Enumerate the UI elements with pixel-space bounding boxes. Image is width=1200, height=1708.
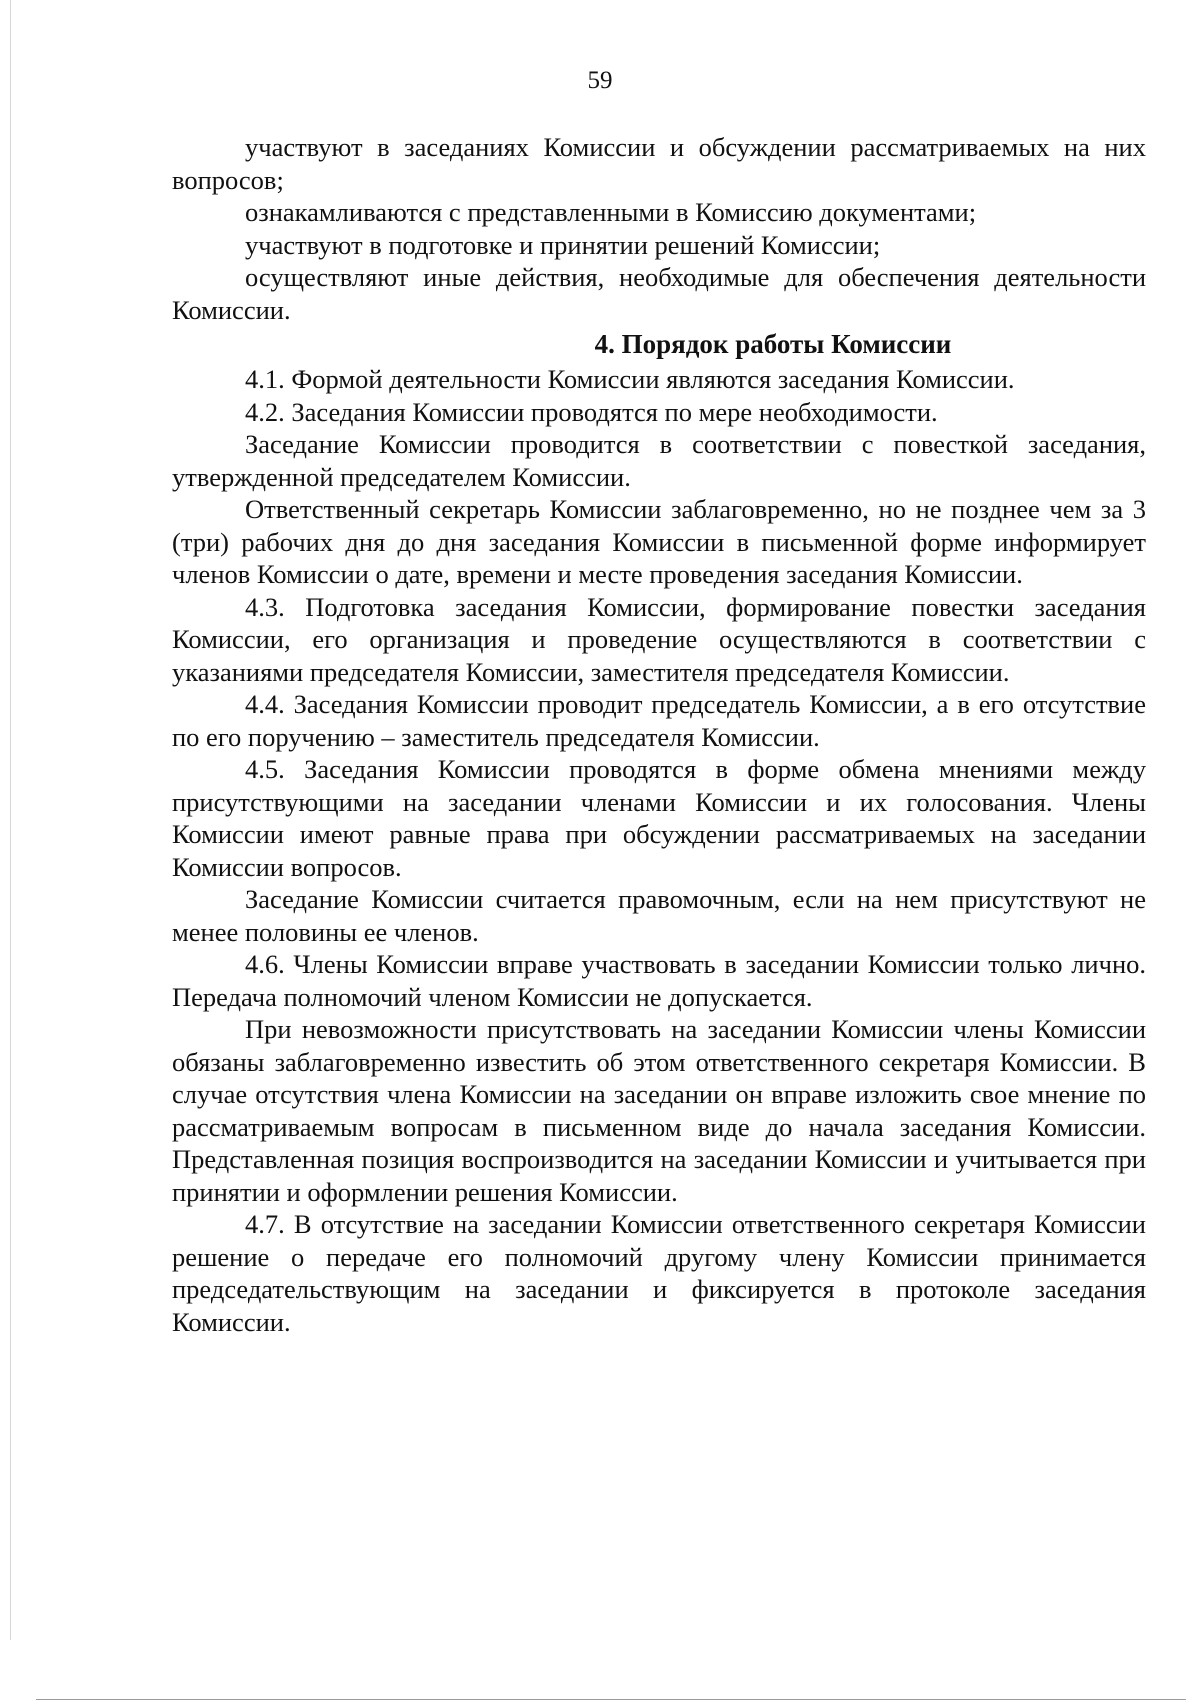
paragraph: 4.3. Подготовка заседания Комиссии, формирование повестки заседания Комиссии, его организация и проведение осуществляются в соответствии с указаниями председателя Комиссии, заместителя председателя Комиссии. — [172, 591, 1146, 687]
section-heading: 4. Порядок работы Комиссии — [594, 329, 952, 359]
paragraph: ознакамливаются с представленными в Комиссию документами; — [245, 197, 977, 227]
paragraph: участвуют в заседаниях Комиссии и обсуждении рассматриваемых на них вопросов; — [172, 132, 1146, 195]
paragraph: участвуют в подготовке и принятии решений Комиссии; — [245, 229, 881, 260]
page-number: 59 — [587, 67, 613, 94]
document-body — [172, 131, 1146, 1338]
paragraph: 4.6. Члены Комиссии вправе участвовать в заседании Комиссии только лично. Передача полномочий членом Комиссии не допускается. — [172, 949, 1146, 1012]
paragraph: осуществляют иные действия, необходимые для обеспечения деятельности Комиссии. — [172, 262, 1146, 325]
paragraph: 4.2. Заседания Комиссии проводятся по мере необходимости. — [245, 396, 938, 427]
paragraph: 4.4. Заседания Комиссии проводит председатель Комиссии, а в его отсутствие по его поручению – заместитель председателя Комиссии. — [172, 689, 1146, 752]
paragraph: 4.5. Заседания Комиссии проводятся в форме обмена мнениями между присутствующими на заседании членами Комиссии и их голосования. Члены Комиссии имеют равные права при обсуждении рассматриваемых на заседании Комиссии вопросов. — [172, 754, 1146, 882]
page-edge-line — [10, 0, 11, 1640]
footer-scan-line — [36, 1699, 1186, 1700]
paragraph: При невозможности присутствовать на заседании Комиссии члены Комиссии обязаны заблаговременно известить об этом ответственного секретаря Комиссии. В случае отсутствия члена Комиссии на заседании он вправе изложить свое мнение по рассматриваемым вопросам в письменном виде до начала заседания Комиссии. Представленная позиция воспроизводится на заседании Комиссии и учитывается при принятии и оформлении решения Комиссии. — [172, 1014, 1146, 1207]
paragraph: 4.7. В отсутствие на заседании Комиссии ответственного секретаря Комиссии решение о передаче его полномочий другому члену Комиссии принимается председательствующим на заседании и фиксируется в протоколе заседания Комиссии. — [172, 1209, 1146, 1337]
paragraph: 4.1. Формой деятельности Комиссии являются заседания Комиссии. — [245, 364, 1015, 394]
paragraph: Заседание Комиссии считается правомочным, если на нем присутствуют не менее половины ее членов. — [172, 884, 1146, 947]
paragraph: Ответственный секретарь Комиссии заблаговременно, но не позднее чем за 3 (три) рабочих дня до дня заседания Комиссии в письменной форме информирует членов Комиссии о дате, времени и месте проведения заседания Комиссии. — [172, 494, 1146, 589]
paragraph: Заседание Комиссии проводится в соответствии с повесткой заседания, утвержденной председателем Комиссии. — [172, 429, 1146, 492]
